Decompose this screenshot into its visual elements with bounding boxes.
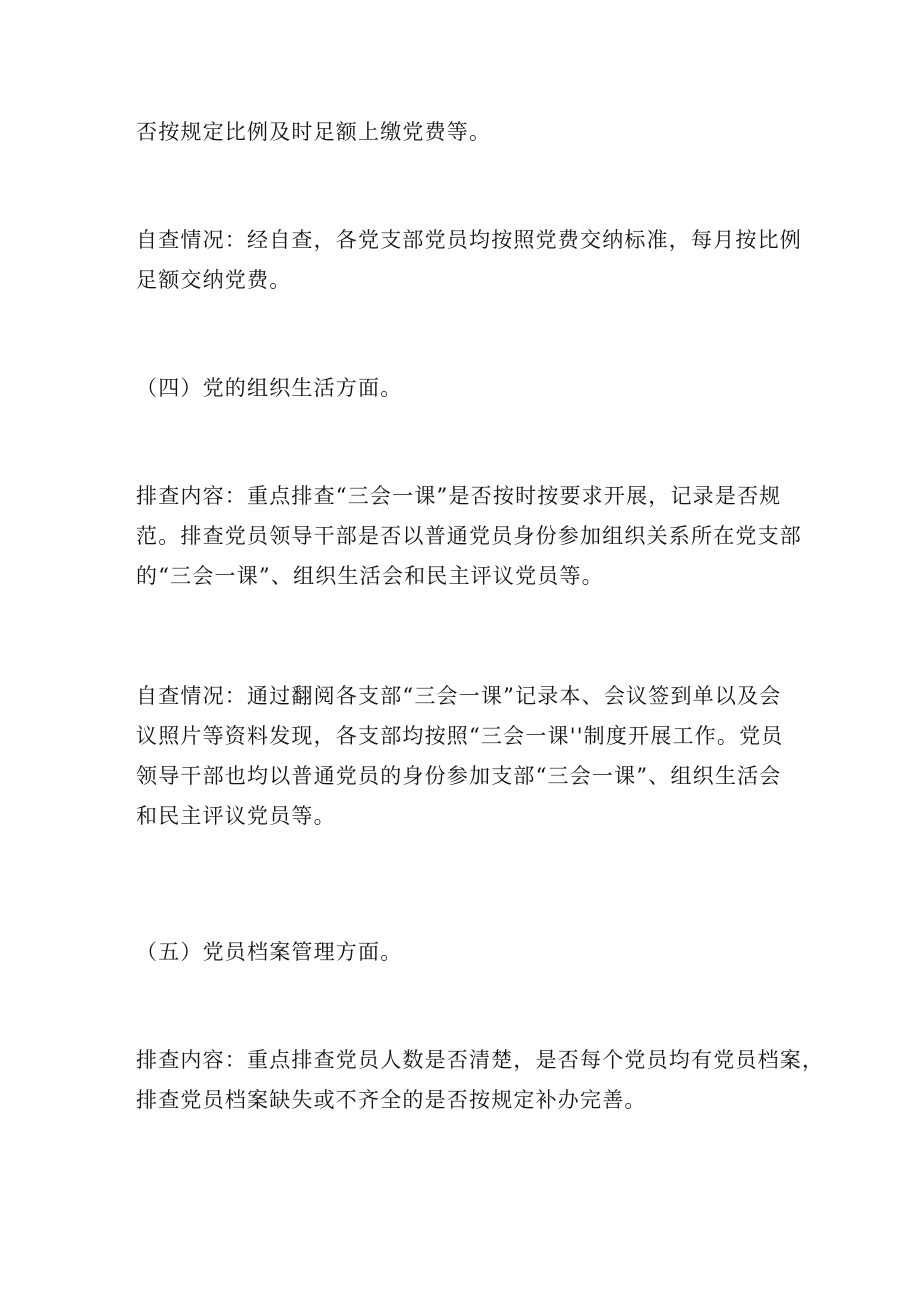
text-line: 排查内容：重点排查党员人数是否清楚，是否每个党员均有党员档案， bbox=[136, 1048, 825, 1072]
text-line: （四）党的组织生活方面。 bbox=[136, 376, 403, 400]
text-line: 足额交纳党费。 bbox=[136, 268, 292, 292]
paragraph-inspection-organization-life bbox=[136, 476, 802, 596]
text-line: 的“三会一课”、组织生活会和民主评议党员等。 bbox=[136, 564, 604, 588]
section-heading-member-archives bbox=[136, 932, 796, 972]
paragraph-self-check-organization-life bbox=[136, 676, 796, 836]
text-line: 议照片等资料发现，各支部均按照“三会一课''制度开展工作。党员 bbox=[136, 724, 784, 748]
text-line: 排查内容：重点排查“三会一课”是否按时按要求开展，记录是否规 bbox=[136, 484, 782, 508]
paragraph-party-dues-tail bbox=[136, 112, 796, 152]
section-heading-organization-life bbox=[136, 368, 796, 408]
text-line: 领导干部也均以普通党员的身份参加支部“三会一课”、组织生活会 bbox=[136, 764, 782, 788]
text-line: 否按规定比例及时足额上缴党费等。 bbox=[136, 120, 492, 144]
text-line: 和民主评议党员等。 bbox=[136, 804, 336, 828]
text-line: （五）党员档案管理方面。 bbox=[136, 940, 403, 964]
text-line: 范。排查党员领导干部是否以普通党员身份参加组织关系所在党支部 bbox=[136, 524, 802, 548]
paragraph-self-check-dues bbox=[136, 220, 802, 300]
text-line: 自查情况：经自查，各党支部党员均按照党费交纳标准，每月按比例 bbox=[136, 228, 802, 252]
paragraph-inspection-member-archives bbox=[136, 1040, 825, 1120]
text-line: 排查党员档案缺失或不齐全的是否按规定补办完善。 bbox=[136, 1088, 647, 1112]
text-line: 自查情况：通过翻阅各支部“三会一课”记录本、会议签到单以及会 bbox=[136, 684, 782, 708]
